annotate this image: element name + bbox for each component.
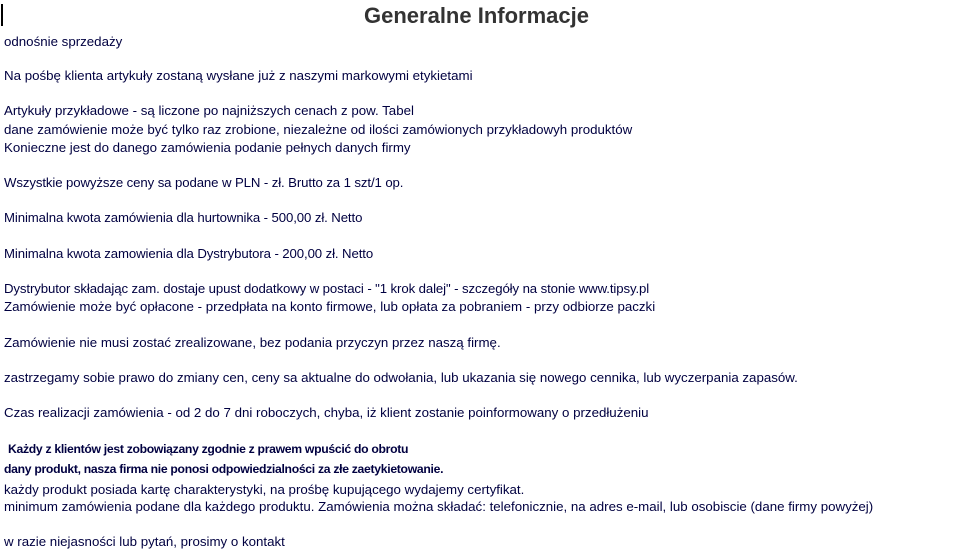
text-line-certificate: każdy produkt posiada kartę charakterystyki, na prośbę kupującego wydajemy certyfikat. (4, 482, 525, 497)
text-line-labels: Na pośbę klienta artykuły zostaną wysłane już z naszymi markowymi etykietami (4, 68, 473, 83)
text-line-sample-prices: Artykuły przykładowe - są liczone po najniższych cenach z pow. Tabel (4, 103, 414, 118)
text-cursor (1, 4, 3, 26)
page-title: Generalne Informacje (364, 3, 589, 28)
text-line-delivery-time: Czas realizacji zamówienia - od 2 do 7 dni roboczych, chyba, iż klient zostanie poinformowany o przedłużeniu (4, 405, 649, 420)
text-line-refusal: Zamówienie nie musi zostać zrealizowane, bez podania przyczyn przez naszą firmę. (4, 335, 501, 350)
text-line-distributor-discount: Dystrybutor składając zam. dostaje upust dodatkowy w postaci - "1 krok dalej" - szczegóły na stonie www.tipsy.pl (4, 281, 650, 296)
text-line-min-wholesale: Minimalna kwota zamówienia dla hurtownika - 500,00 zł. Netto (4, 210, 363, 225)
text-line-client-obligation: Każdy z klientów jest zobowiązany zgodnie z prawem wpuścić do obrotu (8, 442, 409, 456)
text-line-company-data: Konieczne jest do danego zamówienia podanie pełnych danych firmy (4, 140, 411, 155)
text-line-contact: w razie niejasności lub pytań, prosimy o kontakt (4, 534, 285, 549)
text-line-sales-note: odnośnie sprzedaży (4, 34, 123, 49)
text-line-labeling-liability: dany produkt, nasza firma nie ponosi odpowiedzialności za złe zaetykietowanie. (4, 462, 444, 476)
text-line-prices-pln: Wszystkie powyższe ceny sa podane w PLN - zł. Brutto za 1 szt/1 op. (4, 175, 404, 190)
text-line-min-distributor: Minimalna kwota zamowienia dla Dystrybutora - 200,00 zł. Netto (4, 246, 374, 261)
text-line-price-changes: zastrzegamy sobie prawo do zmiany cen, ceny sa aktualne do odwołania, lub ukazania się nowego cennika, lub wyczerpania zapasów. (4, 370, 798, 385)
text-line-order-methods: minimum zamówienia podane dla każdego produktu. Zamówienia można składać: telefonicznie, na adres e-mail, lub osobiscie (dane firmy powyżej) (4, 499, 874, 514)
text-line-sample-once: dane zamówienie może być tylko raz zrobione, niezależne od ilości zamówionych przykładowyh produktów (4, 122, 633, 137)
text-line-payment: Zamówienie może być opłacone - przedpłata na konto firmowe, lub opłata za pobraniem - przy odbiorze paczki (4, 299, 656, 314)
